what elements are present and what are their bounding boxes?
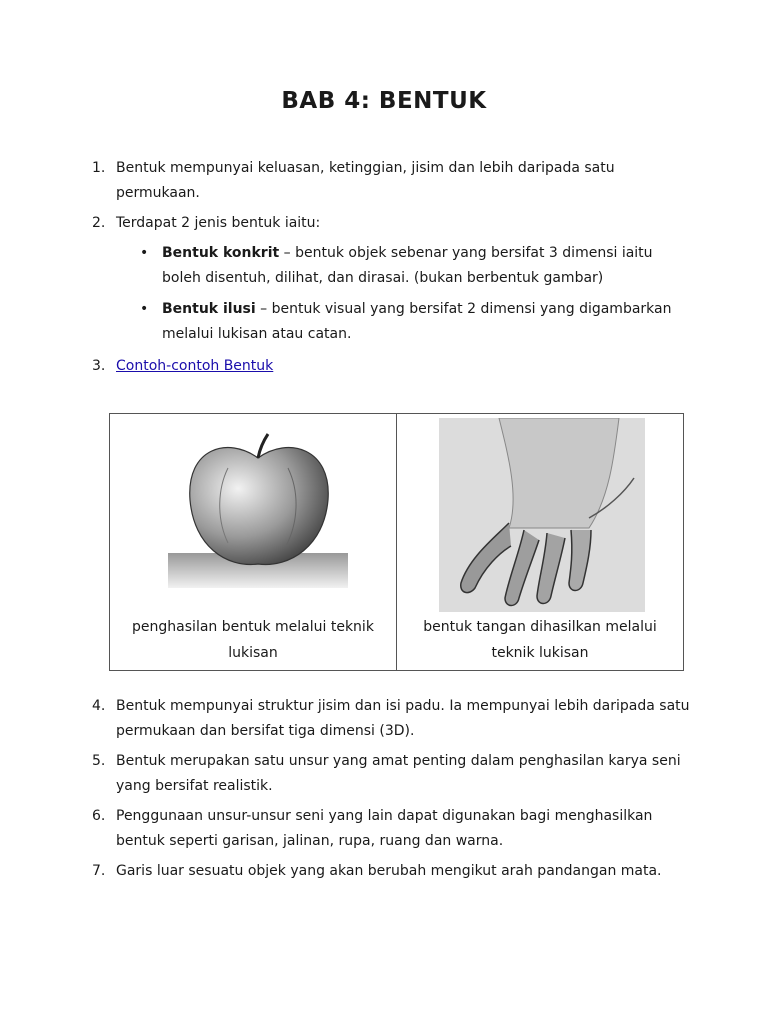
bullet-icon: •	[140, 245, 149, 261]
page-title: BAB 4: BENTUK	[281, 88, 487, 114]
item-text: Terdapat 2 jenis bentuk iaitu:	[116, 215, 321, 231]
item-number: 1.	[92, 160, 106, 176]
term: Bentuk ilusi	[162, 301, 256, 317]
main-list-bottom	[92, 694, 692, 889]
table-cell	[397, 414, 684, 671]
table-cell	[110, 414, 397, 671]
term: Bentuk konkrit	[162, 245, 280, 261]
main-list-top	[92, 156, 692, 384]
apple-drawing-image	[116, 414, 390, 614]
term-description: – bentuk objek sebenar yang bersifat 3 dimensi iaitu boleh disentuh, dilihat, dan dirasai. (bukan berbentuk gambar)	[162, 245, 653, 286]
list-item	[92, 749, 692, 799]
list-item	[92, 354, 692, 379]
example-caption: penghasilan bentuk melalui teknik lukisan	[132, 619, 374, 661]
examples-table	[109, 413, 684, 671]
table-row	[110, 414, 684, 671]
item-text: Bentuk mempunyai keluasan, ketinggian, jisim dan lebih daripada satu permukaan.	[116, 160, 615, 201]
item-text: Garis luar sesuatu objek yang akan berubah mengikut arah pandangan mata.	[116, 863, 662, 879]
item-number: 7.	[92, 863, 106, 879]
list-item	[92, 859, 692, 884]
item-text: Bentuk mempunyai struktur jisim dan isi padu. Ia mempunyai lebih daripada satu permukaan dan bersifat tiga dimensi (3D).	[116, 698, 690, 739]
sublist-item	[140, 241, 692, 291]
item-number: 5.	[92, 753, 106, 769]
apple-icon	[168, 418, 348, 608]
term-description: – bentuk visual yang bersifat 2 dimensi yang digambarkan melalui lukisan atau catan.	[162, 301, 672, 342]
bullet-icon: •	[140, 301, 149, 317]
item-number: 3.	[92, 358, 106, 374]
item-number: 2.	[92, 215, 106, 231]
list-item	[92, 694, 692, 744]
hand-drawing-image	[403, 414, 677, 614]
example-caption: bentuk tangan dihasilkan melalui teknik lukisan	[423, 619, 657, 661]
item-number: 4.	[92, 698, 106, 714]
list-item	[92, 156, 692, 206]
list-item	[92, 804, 692, 854]
sublist-item	[140, 297, 692, 347]
item-text: Penggunaan unsur-unsur seni yang lain dapat digunakan bagi menghasilkan bentuk seperti garisan, jalinan, rupa, ruang dan warna.	[116, 808, 653, 849]
item-text: Bentuk merupakan satu unsur yang amat penting dalam penghasilan karya seni yang bersifat realistik.	[116, 753, 681, 794]
list-item	[92, 211, 692, 353]
item-number: 6.	[92, 808, 106, 824]
types-sublist	[140, 241, 692, 347]
examples-link[interactable]: Contoh-contoh Bentuk	[116, 358, 274, 374]
hand-icon	[439, 418, 645, 612]
